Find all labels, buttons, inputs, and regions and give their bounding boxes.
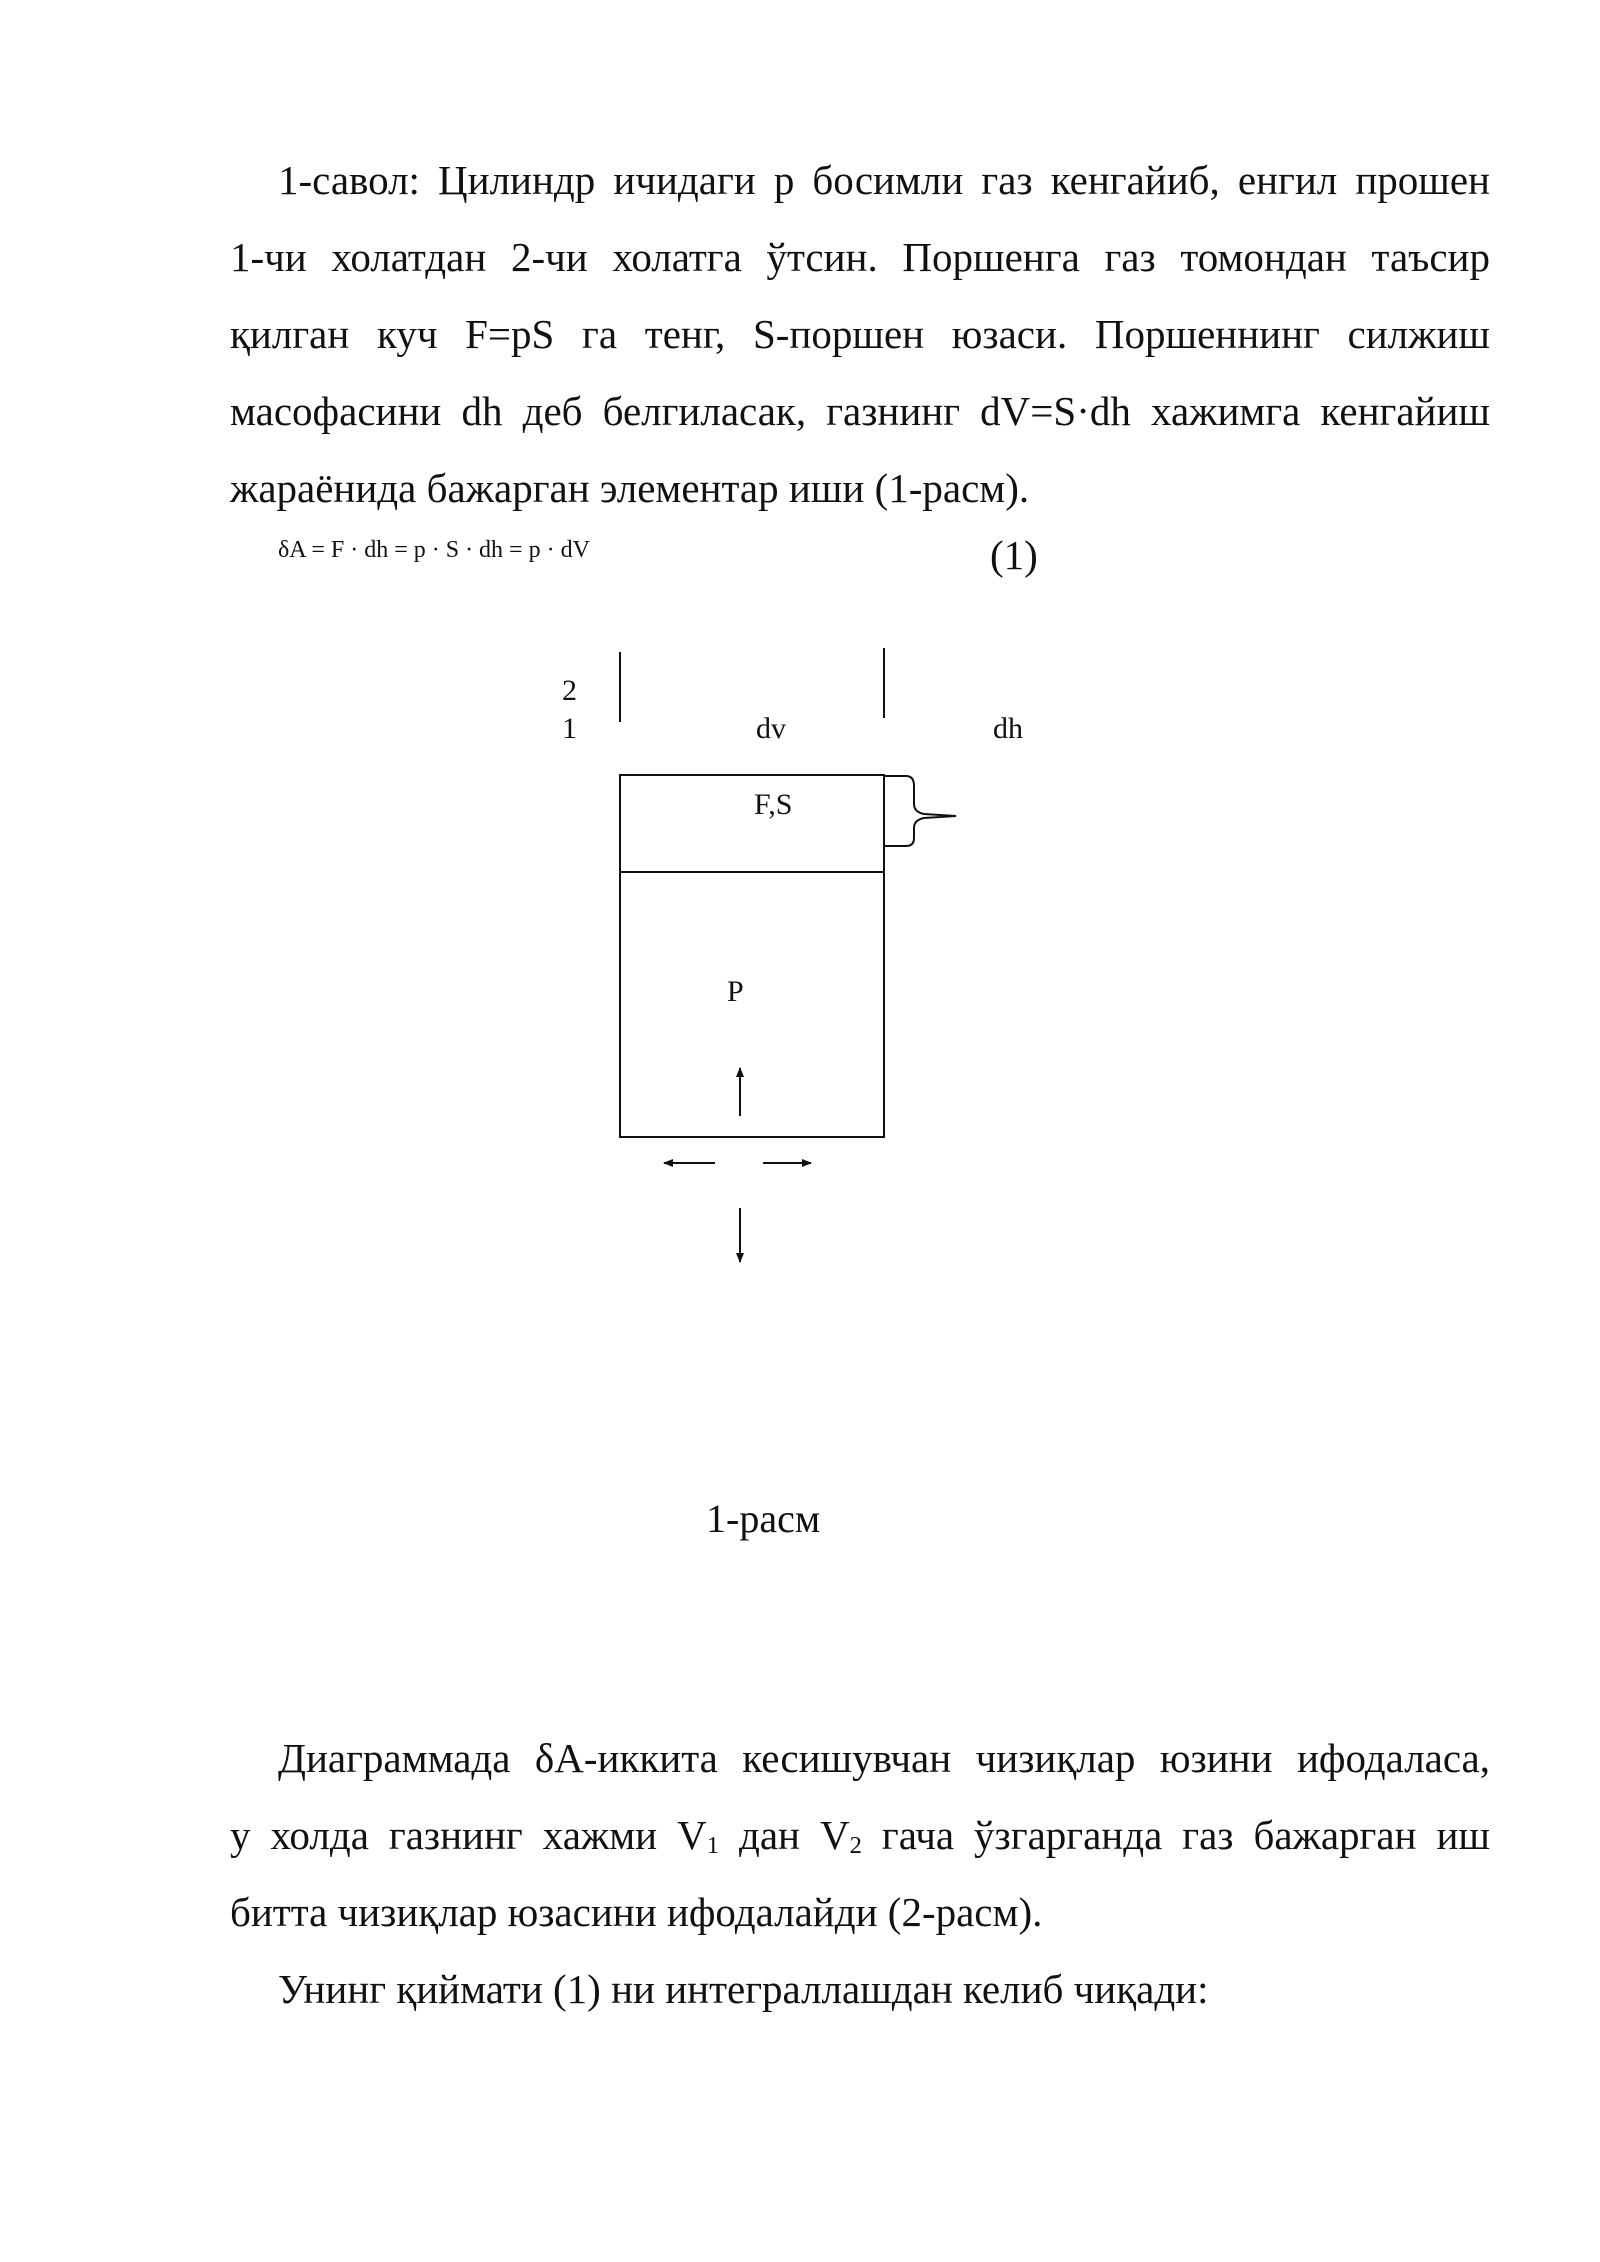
subscript-2: 2 xyxy=(849,1832,862,1859)
diagram-paragraph xyxy=(230,1720,1490,2028)
label-state-1: 1 xyxy=(562,712,577,745)
subscript-1: 1 xyxy=(706,1832,719,1859)
label-pressure: P xyxy=(727,975,744,1008)
paragraph2-line-2-a: у холда газнинг хажми V xyxy=(230,1812,707,1858)
question-line-5: жараёнида бажарган элементар иши (1-расм). xyxy=(230,465,1030,511)
label-force-area: F,S xyxy=(754,788,793,821)
question-line-2: 1-чи холатдан 2-чи холатга ўтсин. Поршенга газ томондан таъсир xyxy=(230,234,1490,280)
question-line-1: 1-савол: Цилиндр ичидаги p босимли газ кенгайиб, енгил прошен xyxy=(278,157,1490,203)
paragraph2-line-3: битта чизиқлар юзасини ифодалайди (2-расм). xyxy=(230,1889,1043,1935)
equation-number: (1) xyxy=(990,532,1038,578)
paragraph3-line-1: Унинг қиймати (1) ни интеграллашдан келиб чиқади: xyxy=(278,1966,1209,2012)
dh-brace xyxy=(884,776,956,846)
label-dh: dh xyxy=(993,712,1023,745)
cylinder-body xyxy=(620,775,884,1137)
paragraph2-line-1: Диаграммада δA-иккита кесишувчан чизиқлар юзини ифодаласа, xyxy=(278,1735,1490,1781)
figure-caption: 1-расм xyxy=(706,1496,821,1541)
label-dv: dv xyxy=(756,712,786,745)
label-state-2: 2 xyxy=(562,674,577,707)
question-line-4: масофасини dh деб белгиласак, газнинг dV=S·dh хажимга кенгайиш xyxy=(230,388,1490,434)
paragraph2-line-2-c: гача ўзгарганда газ бажарган иш xyxy=(861,1812,1491,1858)
paragraph2-line-2 xyxy=(230,1797,1490,1874)
paragraph2-line-2-b: дан V xyxy=(719,1812,850,1858)
question-line-3: қилган куч F=pS га тенг, S-поршен юзаси. Поршеннинг силжиш xyxy=(230,311,1490,357)
work-formula: δA = F · dh = p · S · dh = p · dV xyxy=(278,537,590,563)
